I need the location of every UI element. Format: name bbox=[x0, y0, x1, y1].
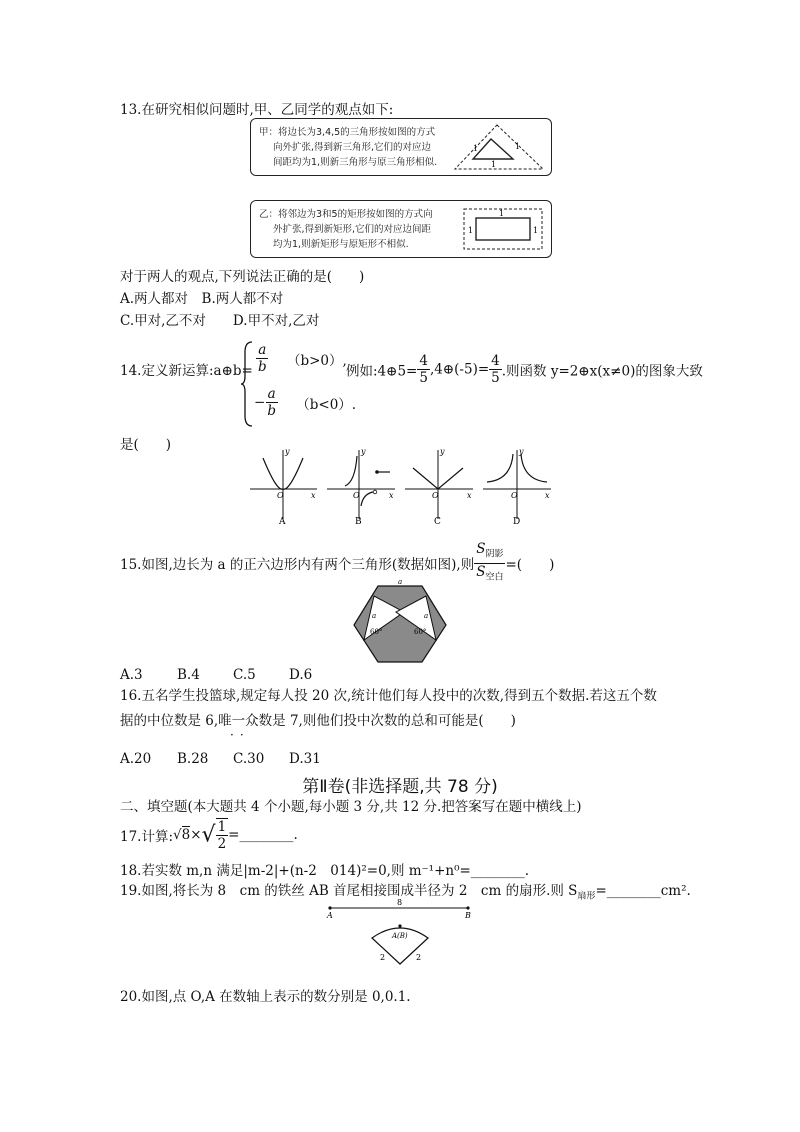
yi-line-3: 均为1,则新矩形与原矩形不相似. bbox=[273, 239, 409, 250]
q17-num: 1 bbox=[217, 819, 227, 835]
graph-c-x: x bbox=[467, 491, 472, 500]
q14-example-b: ,4⊕(-5)= bbox=[429, 361, 490, 378]
q16-option-c: C.30 bbox=[233, 751, 265, 767]
yi-label-top: 1 bbox=[499, 209, 505, 218]
graph-b-x: x bbox=[389, 491, 394, 500]
q14-ex-den2: 5 bbox=[491, 370, 500, 386]
jia-label-2: 1 bbox=[515, 142, 521, 151]
q13-jia-box bbox=[250, 118, 552, 176]
jia-line-2: 向外扩张,得到新三角形,它们的对应边 bbox=[273, 142, 432, 153]
q14-case2-cond: （b<0）. bbox=[296, 396, 357, 413]
q13-stem: 13.在研究相似问题时,甲、乙同学的观点如下: bbox=[120, 102, 394, 118]
q14-tail: 是( ) bbox=[120, 437, 172, 453]
q14-case1-num: a bbox=[258, 342, 267, 358]
q14-case2-den: b bbox=[267, 403, 276, 419]
q15-stem-a: 15.如图,边长为 a 的正六边形内有两个三角形(数据如图),则 bbox=[120, 557, 475, 574]
q13-yi-box bbox=[250, 200, 552, 258]
q15-option-c: C.5 bbox=[233, 667, 256, 683]
q14-example bbox=[346, 353, 703, 386]
q13-options-cd: C.甲对,乙不对 D.甲不对,乙对 bbox=[120, 313, 320, 329]
q19-fig-b: B bbox=[465, 911, 471, 920]
q14-case1-den: b bbox=[258, 359, 267, 375]
graph-a-label: A bbox=[279, 517, 286, 527]
q19-fig-r1: 2 bbox=[380, 953, 386, 962]
graph-c-y: y bbox=[440, 447, 445, 456]
graph-d-x: x bbox=[545, 491, 550, 500]
q15-option-d: D.6 bbox=[289, 667, 313, 683]
q17-times: × bbox=[190, 827, 202, 843]
q16-option-a: A.20 bbox=[120, 751, 152, 767]
graph-a-x: x bbox=[311, 491, 316, 500]
graph-c-o: O bbox=[432, 491, 439, 500]
q14-example-c: .则函数 y=2⊕x(x≠0)的图象大致 bbox=[501, 363, 703, 380]
q13-question: 对于两人的观点,下列说法正确的是( ) bbox=[120, 269, 365, 285]
graph-c-label: C bbox=[434, 517, 441, 527]
q20: 20.如图,点 O,A 在数轴上表示的数分别是 0,0.1. bbox=[120, 989, 411, 1005]
q17-prefix: 17.计算: bbox=[120, 829, 174, 845]
yi-label-left: 1 bbox=[468, 226, 474, 235]
q15-hexagon-figure bbox=[350, 578, 450, 666]
jia-triangle-figure bbox=[451, 121, 547, 173]
q19-fig-ab: A(B) bbox=[392, 932, 408, 940]
q14-graphs bbox=[245, 444, 565, 534]
q19-text-b: =________cm². bbox=[595, 883, 691, 899]
q15-num-sub: 阴影 bbox=[485, 549, 504, 560]
yi-rectangle-figure bbox=[461, 206, 545, 252]
graph-a bbox=[250, 447, 317, 527]
q15-stem-b: =( ) bbox=[505, 557, 555, 574]
q14-brace bbox=[240, 340, 254, 428]
q14-case1-cond: （b>0）, bbox=[286, 352, 347, 369]
q18: 18.若实数 m,n 满足|m-2|+(n-2 014)²=0,则 m⁻¹+n⁰=________. bbox=[120, 863, 530, 879]
q14-case1 bbox=[256, 342, 347, 375]
q15-option-b: B.4 bbox=[177, 667, 200, 683]
q19-fig-r2: 2 bbox=[416, 953, 422, 962]
q19-text-a: 19.如图,将长为 8 cm 的铁丝 AB 首尾相接围成半径为 2 cm 的扇形.则 S bbox=[120, 883, 578, 899]
graph-d-o: O bbox=[511, 491, 518, 500]
q16-emphasis-dots: ·· bbox=[230, 728, 250, 742]
yi-line-2: 外扩张,得到新矩形,它们的对应边间距 bbox=[273, 224, 432, 235]
q16-option-d: D.31 bbox=[289, 751, 321, 767]
part2-title: 第Ⅱ卷(非选择题,共 78 分) bbox=[302, 777, 498, 797]
q19-sub: 扇形 bbox=[577, 891, 596, 902]
q14-example-a: 例如:4⊕5= bbox=[346, 363, 418, 380]
q15-fig-right-a: a bbox=[424, 612, 429, 620]
graph-a-o: O bbox=[277, 491, 284, 500]
graph-d-y: y bbox=[519, 447, 524, 456]
q19-fig-len: 8 bbox=[397, 898, 403, 907]
q14-prefix: 14.定义新运算:a⊕b= bbox=[120, 363, 253, 379]
graph-b-y: y bbox=[361, 447, 366, 456]
q15-angle2: 60° bbox=[414, 628, 427, 636]
q14-ex-den1: 5 bbox=[419, 370, 428, 386]
q15-fig-left-a: a bbox=[372, 612, 377, 620]
yi-line-1: 乙：将邻边为3和5的矩形按如图的方式向 bbox=[259, 209, 433, 220]
q17-suffix: =________. bbox=[228, 827, 298, 843]
graph-b bbox=[327, 447, 395, 527]
part2-section: 二、填空题(本大题共 4 个小题,每小题 3 分,共 12 分.把答案写在题中横线上) bbox=[120, 799, 582, 815]
graph-d-label: D bbox=[513, 517, 521, 527]
q19-figure bbox=[320, 898, 480, 968]
q16-line2: 据的中位数是 6,唯一众数是 7,则他们投中次数的总和可能是( ) bbox=[120, 713, 516, 729]
q14-case2-sign: − bbox=[254, 394, 266, 411]
q17-sqrt1: 8 bbox=[181, 827, 191, 843]
q15-angle1: 60° bbox=[370, 628, 383, 636]
q19-fig-a: A bbox=[327, 911, 333, 920]
q17-den: 2 bbox=[217, 836, 227, 852]
q15-num: S bbox=[476, 541, 486, 557]
jia-label-3: 1 bbox=[491, 160, 497, 169]
jia-label-1: 1 bbox=[473, 144, 479, 153]
graph-a-y: y bbox=[285, 447, 290, 456]
graph-d bbox=[483, 447, 551, 527]
jia-line-1: 甲：将边长为3,4,5的三角形按如图的方式 bbox=[259, 127, 436, 138]
q15-den: S bbox=[476, 563, 486, 580]
graph-b-label: B bbox=[355, 517, 362, 527]
q16-line1: 16.五名学生投篮球,规定每人投 20 次,统计他们每人投中的次数,得到五个数据.若这五个数 bbox=[120, 688, 657, 704]
graph-c bbox=[405, 447, 473, 527]
q13-options-ab: A.两人都对 B.两人都不对 bbox=[120, 291, 284, 307]
q15-fig-top: a bbox=[398, 578, 403, 586]
q14-ex-num2: 4 bbox=[491, 353, 500, 369]
q15-den-sub: 空白 bbox=[485, 572, 504, 583]
q15-option-a: A.3 bbox=[120, 667, 143, 683]
q14-ex-num1: 4 bbox=[419, 353, 428, 369]
q14-case2 bbox=[254, 386, 356, 419]
graph-b-o: O bbox=[353, 491, 360, 500]
yi-label-right: 1 bbox=[533, 226, 539, 235]
q17: 17.计算:√8×√ $\frac{1}{2}$ =________. bbox=[120, 819, 298, 852]
q15-stem bbox=[120, 541, 554, 585]
q14-case2-num: a bbox=[267, 386, 276, 402]
jia-line-3: 间距均为1,则新三角形与原三角形相似. bbox=[273, 157, 438, 168]
q16-option-b: B.28 bbox=[177, 751, 209, 767]
